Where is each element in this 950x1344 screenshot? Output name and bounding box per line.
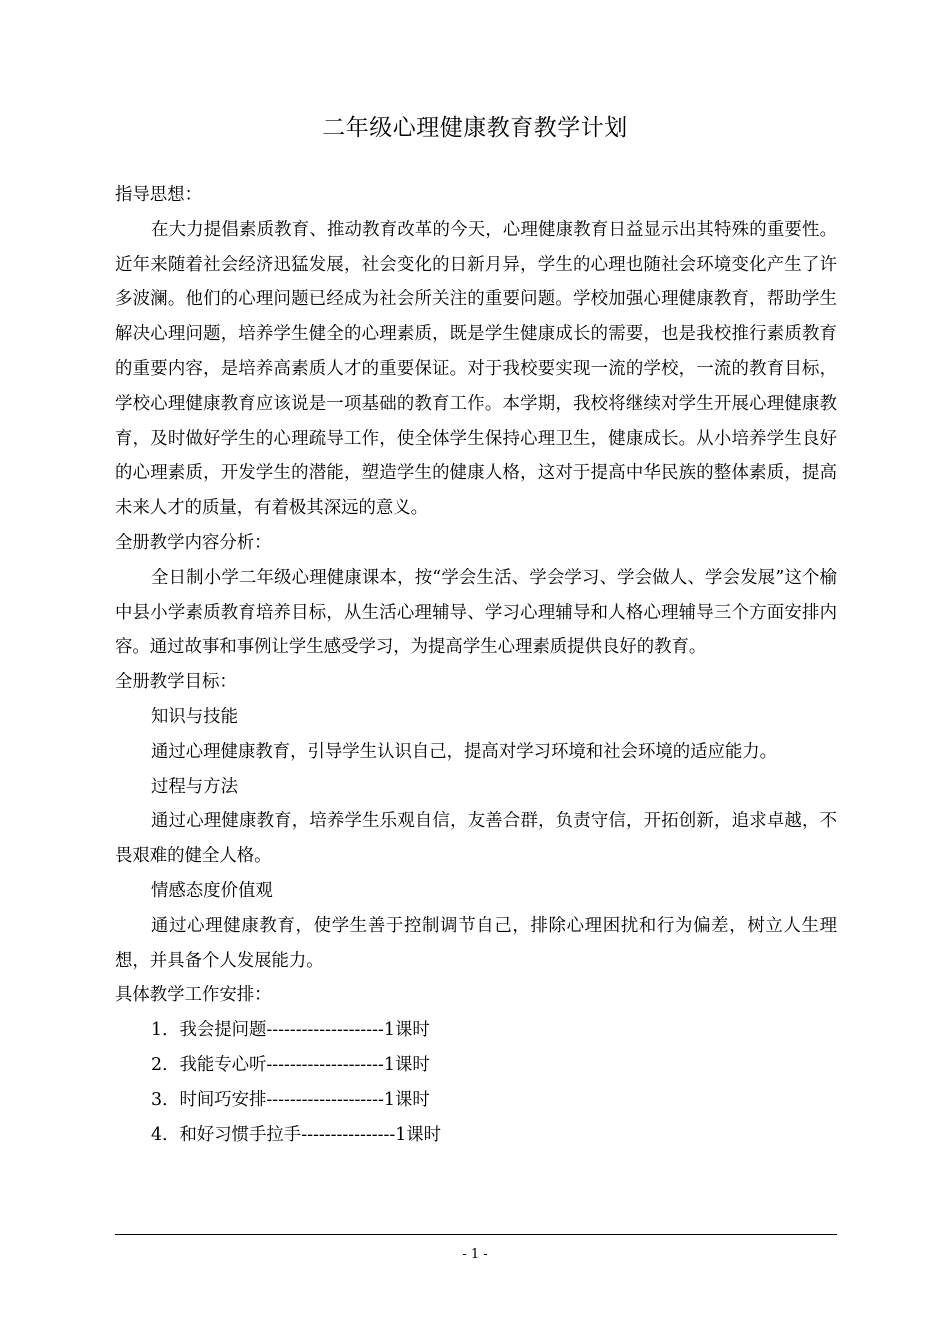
page-title: 二年级心理健康教育教学计划 [322,115,628,141]
schedule-item: 3．时间巧安排--------------------1课时 [151,1089,430,1110]
section-heading-goals: 全册教学目标： [115,672,237,693]
document-body [115,178,837,1152]
schedule-item: 2．我能专心听--------------------1课时 [151,1054,430,1075]
goal-text-process: 通过心理健康教育，培养学生乐观自信，友善合群，负责守信，开拓创新，追求卓越，不畏艰难的健全人格。 [115,811,837,867]
goal-title-knowledge: 知识与技能 [151,706,238,727]
section-heading-analysis: 全册教学内容分析： [115,532,272,553]
schedule-item: 4．和好习惯手拉手----------------1课时 [151,1124,442,1145]
paragraph-guiding: 在大力提倡素质教育、推动教育改革的今天，心理健康教育日益显示出其特殊的重要性。近年来随着社会经济迅猛发展，社会变化的日新月异，学生的心理也随社会环境变化产生了许多波澜。他们的心理问题已经成为社会所关注的重要问题。学校加强心理健康教育，帮助学生解决心理问题，培养学生健全的心理素质，既是学生健康成长的需要，也是我校推行素质教育的重要内容，是培养高素质人才的重要保证。对于我校要实现一流的学校，一流的教育目标，学校心理健康教育应该说是一项基础的教育工作。本学期，我校将继续对学生开展心理健康教育，及时做好学生的心理疏导工作，使全体学生保持心理卫生，健康成长。从小培养学生良好的心理素质，开发学生的潜能，塑造学生的健康人格，这对于提高中华民族的整体素质，提高未来人才的质量，有着极其深远的意义。 [115,219,837,519]
goal-title-attitude: 情感态度价值观 [151,880,273,901]
page-number: - 1 - [462,1247,488,1262]
paragraph-analysis: 全日制小学二年级心理健康课本，按“学会生活、学会学习、学会做人、学会发展”这个榆中县小学素质教育培养目标，从生活心理辅导、学习心理辅导和人格心理辅导三个方面安排内容。通过故事和事例让学生感受学习，为提高学生心理素质提供良好的教育。 [115,567,837,658]
section-heading-guiding: 指导思想： [115,185,202,205]
goal-title-process: 过程与方法 [151,776,238,797]
footer-divider [115,1234,837,1235]
schedule-item: 1．我会提问题--------------------1课时 [151,1020,430,1041]
section-heading-schedule: 具体教学工作安排： [115,985,272,1006]
goal-text-knowledge: 通过心理健康教育，引导学生认识自己，提高对学习环境和社会环境的适应能力。 [151,741,778,762]
goal-text-attitude: 通过心理健康教育，使学生善于控制调节自己，排除心理困扰和行为偏差，树立人生理想，并具备个人发展能力。 [115,915,837,971]
